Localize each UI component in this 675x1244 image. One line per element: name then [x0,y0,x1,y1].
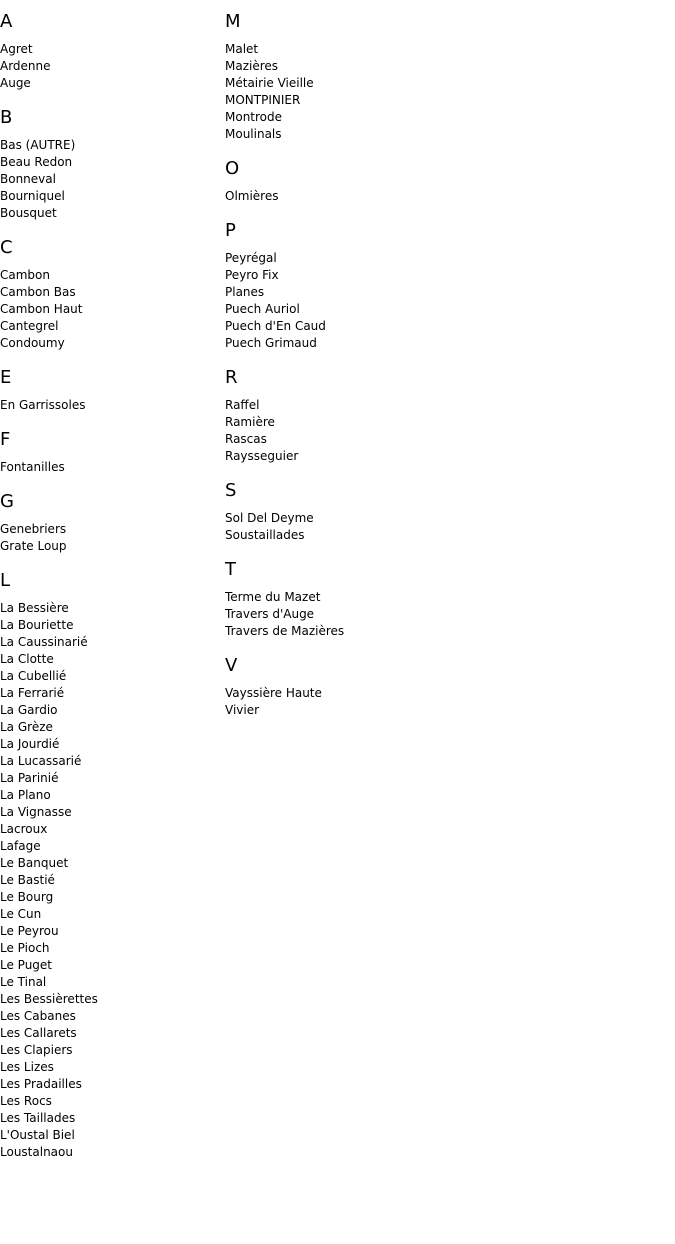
place-link[interactable]: L'Oustal Biel [0,1128,75,1142]
place-link[interactable]: Moulinals [225,127,282,141]
place-list [225,41,485,143]
place-link[interactable]: Terme du Mazet [225,590,321,604]
place-link[interactable]: Vivier [225,703,260,717]
place-link[interactable]: La Caussinarié [0,635,88,649]
letter-group-o [225,158,485,205]
place-link[interactable]: La Bessière [0,601,69,615]
place-link[interactable]: Bas (AUTRE) [0,138,76,152]
place-list [0,267,225,352]
letter-heading: M [225,11,241,32]
place-list [0,521,225,555]
letter-heading: F [0,429,11,450]
place-list [225,510,485,544]
place-link[interactable]: Mazières [225,59,279,73]
letter-heading: A [0,11,13,32]
place-link[interactable]: Grate Loup [0,539,67,553]
place-link[interactable]: Les Callarets [0,1026,77,1040]
place-link[interactable]: MONTPINIER [225,93,301,107]
place-link[interactable]: Les Pradailles [0,1077,82,1091]
place-link[interactable]: En Garrissoles [0,398,86,412]
letter-heading: E [0,367,12,388]
place-list [0,600,225,1161]
place-link[interactable]: La Bouriette [0,618,74,632]
place-link[interactable]: Cantegrel [0,319,59,333]
place-link[interactable]: Le Cun [0,907,42,921]
letter-group-b [0,107,225,222]
place-link[interactable]: Peyro Fix [225,268,279,282]
place-list [0,397,225,414]
letter-group-m [225,11,485,143]
place-link[interactable]: Travers de Mazières [225,624,345,638]
letter-heading: C [0,237,13,258]
place-link[interactable]: La Cubellié [0,669,67,683]
place-link[interactable]: Ramière [225,415,275,429]
place-link[interactable]: Les Rocs [0,1094,52,1108]
letter-group-r [225,367,485,465]
place-link[interactable]: Le Tinal [0,975,47,989]
letter-group-a [0,11,225,92]
place-link[interactable]: Peyrégal [225,251,277,265]
place-link[interactable]: Malet [225,42,259,56]
place-link[interactable]: Loustalnaou [0,1145,73,1159]
place-list [0,137,225,222]
place-link[interactable]: Lacroux [0,822,48,836]
place-link[interactable]: La Clotte [0,652,54,666]
letter-heading: B [0,107,13,128]
letter-heading: T [225,559,236,580]
letter-heading: S [225,480,237,501]
place-link[interactable]: Vayssière Haute [225,686,322,700]
place-list [225,250,485,352]
place-link[interactable]: La Lucassarié [0,754,82,768]
place-link[interactable]: Lafage [0,839,41,853]
place-link[interactable]: Condoumy [0,336,65,350]
letter-group-g [0,491,225,555]
place-link[interactable]: Fontanilles [0,460,65,474]
place-list [225,685,485,719]
letter-group-e [0,367,225,414]
place-link[interactable]: Les Cabanes [0,1009,76,1023]
letter-heading: R [225,367,238,388]
place-link[interactable]: Cambon [0,268,50,282]
place-link[interactable]: Les Lizes [0,1060,54,1074]
place-link[interactable]: La Vignasse [0,805,72,819]
place-list [225,397,485,465]
letter-group-t [225,559,485,640]
place-link[interactable]: Le Puget [0,958,53,972]
place-link[interactable]: Cambon Haut [0,302,83,316]
place-list [0,41,225,92]
place-link[interactable]: La Ferrarié [0,686,65,700]
place-list [0,459,225,476]
place-link[interactable]: Bourniquel [0,189,65,203]
place-link[interactable]: Beau Redon [0,155,73,169]
place-link[interactable]: Le Bourg [0,890,54,904]
place-link[interactable]: Soustaillades [225,528,305,542]
place-link[interactable]: Auge [0,76,31,90]
place-link[interactable]: Le Bastié [0,873,55,887]
letter-group-v [225,655,485,719]
place-link[interactable]: Puech d'En Caud [225,319,326,333]
letter-group-c [0,237,225,352]
place-list [225,589,485,640]
place-link[interactable]: Montrode [225,110,283,124]
index-column-right [225,0,485,719]
place-link[interactable]: Bonneval [0,172,56,186]
letter-heading: V [225,655,238,676]
letter-group-s [225,480,485,544]
place-link[interactable]: Puech Auriol [225,302,300,316]
place-link[interactable]: La Grèze [0,720,53,734]
place-link[interactable]: Le Peyrou [0,924,59,938]
place-link[interactable]: Olmières [225,189,279,203]
place-link[interactable]: Les Bessièrettes [0,992,98,1006]
place-list [225,188,485,205]
letter-group-l [0,570,225,1161]
place-link[interactable]: Les Clapiers [0,1043,73,1057]
letter-heading: P [225,220,236,241]
place-link[interactable]: Travers d'Auge [225,607,315,621]
letter-heading: L [0,570,11,591]
place-link[interactable]: Raffel [225,398,260,412]
place-link[interactable]: Le Pioch [0,941,50,955]
index-column-left [0,0,225,1161]
letter-heading: G [0,491,14,512]
place-link[interactable]: Puech Grimaud [225,336,317,350]
place-link[interactable]: Les Taillades [0,1111,76,1125]
place-link[interactable]: La Gardio [0,703,58,717]
place-link[interactable]: Planes [225,285,265,299]
place-link[interactable]: Sol Del Deyme [225,511,314,525]
place-link[interactable]: Bousquet [0,206,57,220]
place-link[interactable]: Raysseguier [225,449,299,463]
place-link[interactable]: La Jourdié [0,737,60,751]
place-link[interactable]: La Plano [0,788,51,802]
place-link[interactable]: Ardenne [0,59,51,73]
place-link[interactable]: Agret [0,42,33,56]
place-link[interactable]: Le Banquet [0,856,69,870]
letter-heading: O [225,158,240,179]
place-link[interactable]: Métairie Vieille [225,76,314,90]
place-link[interactable]: Cambon Bas [0,285,76,299]
letter-group-p [225,220,485,352]
place-link[interactable]: Genebriers [0,522,67,536]
place-link[interactable]: Rascas [225,432,267,446]
letter-group-f [0,429,225,476]
place-link[interactable]: La Parinié [0,771,59,785]
